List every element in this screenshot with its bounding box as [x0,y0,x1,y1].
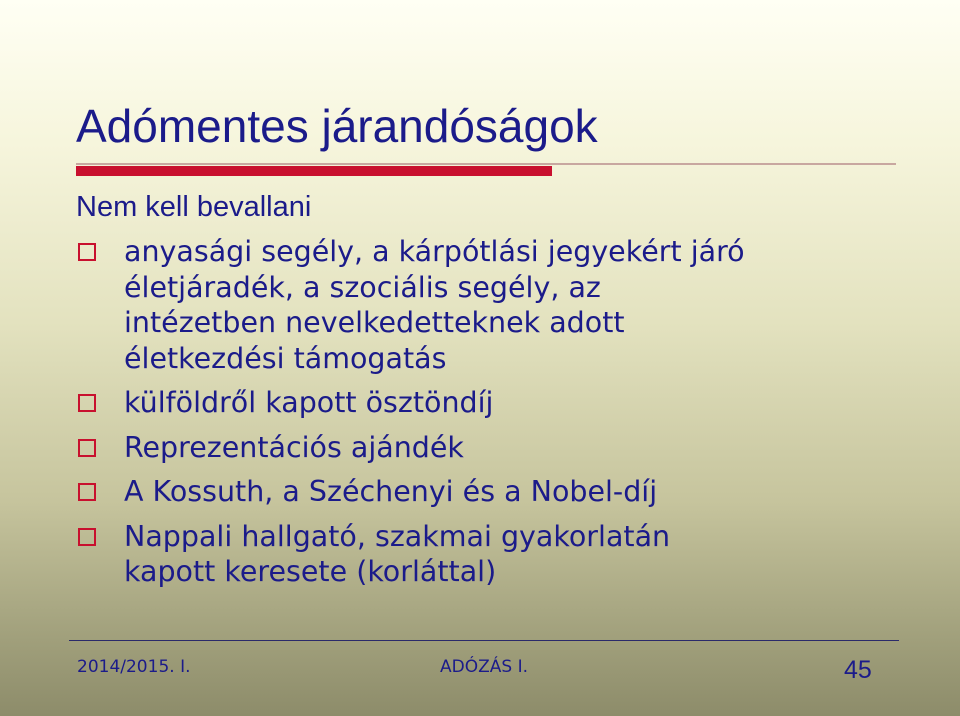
bullet-text: külföldről kapott ösztöndíj [124,386,494,419]
bullet-text: Nappali hallgató, szakmai gyakorlatán kapott keresete (korláttal) [124,519,671,588]
list-item [76,385,926,421]
list-item [76,519,926,590]
square-outline-icon [78,243,96,261]
square-outline-icon [78,483,96,501]
footer-course: ADÓZÁS I. [440,657,528,677]
title-underline-accent [76,166,552,176]
slide-title: Adómentes járandóságok [76,100,598,152]
bullet-text: A Kossuth, a Széchenyi és a Nobel-díj [124,475,658,508]
page-number: 45 [844,656,872,684]
bullet-text: Reprezentációs ajándék [124,430,464,464]
footer-divider [69,640,899,641]
footer-date: 2014/2015. I. [77,657,191,677]
square-outline-icon [78,439,96,457]
title-underline-thin [76,163,896,165]
bullet-list [76,234,926,599]
list-item [76,430,926,466]
lead-text: Nem kell bevallani [76,191,312,223]
square-outline-icon [78,394,96,412]
bullet-text: anyasági segély, a kárpótlási jegyekért járó életjáradék, a szociális segély, az intézetben nevelkedetteknek adott életkezdési támogatás [124,235,745,375]
list-item [76,234,926,376]
list-item [76,474,926,510]
square-outline-icon [78,528,96,546]
